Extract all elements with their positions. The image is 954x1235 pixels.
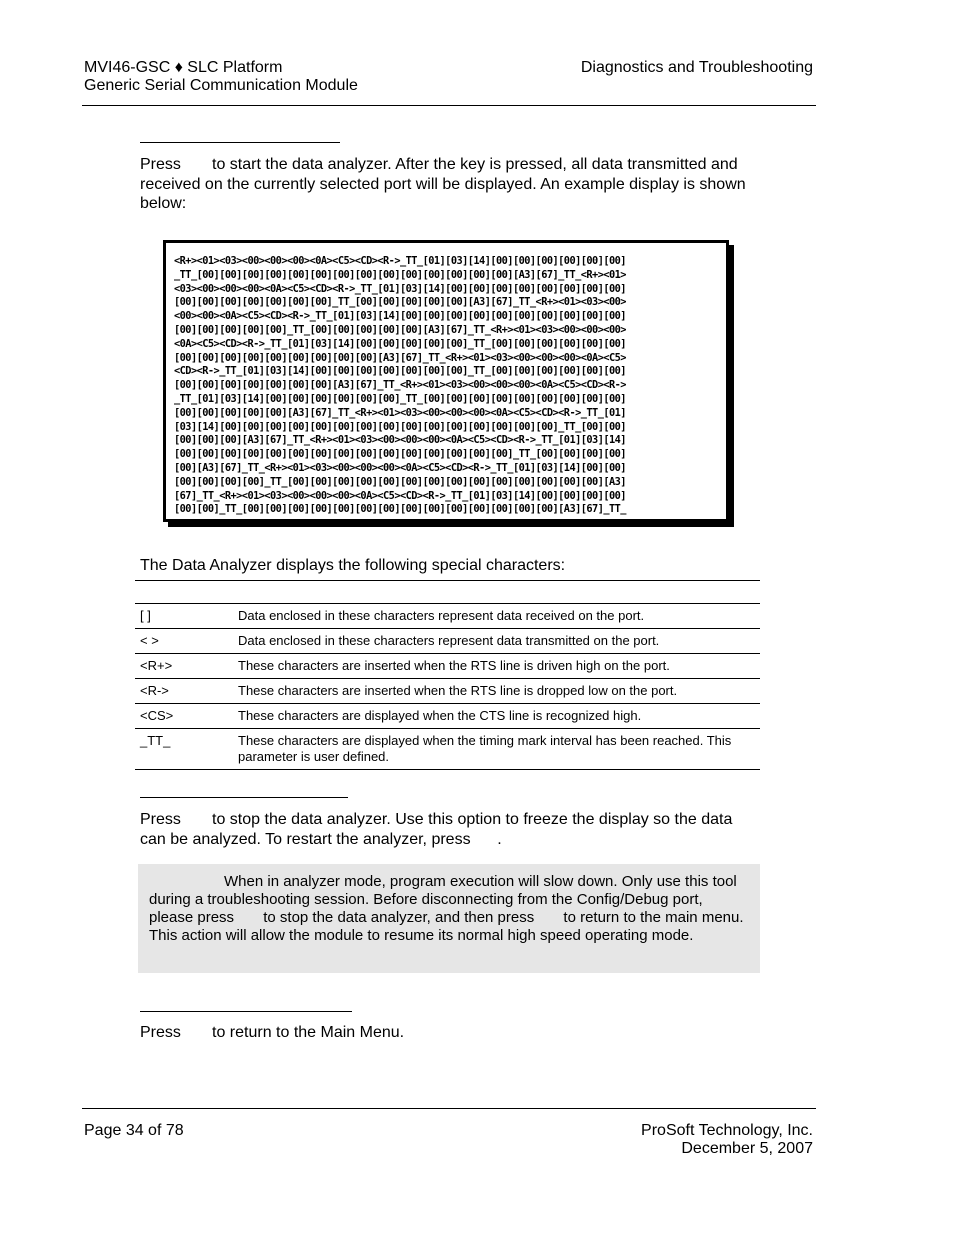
special-char-description: Data enclosed in these characters represent data received on the port. <box>233 604 760 629</box>
analyzer-line: [03][14][00][00][00][00][00][00][00][00][00][00][00][00][00][00][00]_TT_[00][00] <box>174 420 626 433</box>
table-row <box>135 629 760 654</box>
analyzer-line: <0A><C5><CD><R->_TT_[01][03][14][00][00][00][00][00]_TT_[00][00][00][00][00][00] <box>174 337 626 350</box>
note-text: When in analyzer mode, program execution will slow down. Only use this tool during a troubleshooting session. Before disconnecting from the Config/Debug port, please press to stop the data analyzer, and then press to return to the main menu. This action will allow the module to resume its normal high speed operating mode. <box>149 873 748 944</box>
table-row <box>135 654 760 679</box>
analyzer-line: [00][00][00][00]_TT_[00][00][00][00][00][00][00][00][00][00][00][00][00][00][A3] <box>174 475 626 488</box>
footer-divider <box>82 1108 816 1109</box>
table-row <box>135 604 760 629</box>
header-section-title: Diagnostics and Troubleshooting <box>580 59 813 76</box>
special-char-description: These characters are inserted when the RTS line is dropped low on the port. <box>233 679 760 704</box>
special-char-symbol: <CS> <box>135 704 233 729</box>
table-top-rule <box>135 580 760 581</box>
data-analyzer-output <box>174 255 626 517</box>
note-box <box>138 864 760 973</box>
analyzer-line: <00><00><0A><C5><CD><R->_TT_[01][03][14][00][00][00][00][00][00][00][00][00][00] <box>174 310 626 323</box>
analyzer-line: <03><00><00><00><0A><C5><CD><R->_TT_[01][03][14][00][00][00][00][00][00][00][00] <box>174 282 626 295</box>
special-char-symbol: <R-> <box>135 679 233 704</box>
header-divider <box>82 105 816 106</box>
special-char-description: Data enclosed in these characters represent data transmitted on the port. <box>233 629 760 654</box>
special-char-description: These characters are displayed when the timing mark interval has been reached. This parameter is user defined. <box>233 729 760 770</box>
footer-date: December 5, 2007 <box>681 1140 813 1157</box>
section-heading-rule-return-main-menu <box>140 1011 352 1012</box>
table-row <box>135 679 760 704</box>
analyzer-line: [00][00][00][00][00][00][00][A3][67]_TT_<R+><01><03><00><00><00><0A><C5><CD><R-> <box>174 379 626 392</box>
analyzer-line: [00][00][00][A3][67]_TT_<R+><01><03><00><00><00><0A><C5><CD><R->_TT_[01][03][14] <box>174 434 626 447</box>
analyzer-line: <R+><01><03><00><00><00><0A><C5><CD><R->_TT_[01][03][14][00][00][00][00][00][00] <box>174 255 626 267</box>
special-characters-table <box>135 603 760 770</box>
analyzer-line: [67]_TT_<R+><01><03><00><00><00><0A><C5><CD><R->_TT_[01][03][14][00][00][00][00] <box>174 489 626 502</box>
analyzer-line: _TT_[00][00][00][00][00][00][00][00][00][00][00][00][00][00][A3][67]_TT_<R+><01> <box>174 268 626 281</box>
footer-page-number: Page 34 of 78 <box>84 1122 184 1139</box>
table-row <box>135 704 760 729</box>
analyzer-line: [00][A3][67]_TT_<R+><01><03><00><00><00><0A><C5><CD><R->_TT_[01][03][14][00][00] <box>174 461 626 474</box>
analyzer-line: [00][00]_TT_[00][00][00][00][00][00][00][00][00][00][00][00][00][00][A3][67]_TT_ <box>174 503 626 516</box>
return-main-menu-paragraph: Press to return to the Main Menu. <box>140 1024 405 1041</box>
analyzer-line: [00][00][00][00][00][00][00][00][00][00][00][00][00][00][00]_TT_[00][00][00][00] <box>174 448 626 461</box>
section-heading-rule-stop-analyzer <box>140 797 348 798</box>
footer-company: ProSoft Technology, Inc. <box>641 1122 813 1139</box>
analyzer-line: [00][00][00][00][00]_TT_[00][00][00][00][00][A3][67]_TT_<R+><01><03><00><00><00> <box>174 323 626 336</box>
start-analyzer-paragraph: Press to start the data analyzer. After the key is pressed, all data transmitted and received on the currently selected port will be displayed. An example display is shown below: <box>140 156 751 212</box>
analyzer-line: [00][00][00][00][00][00][00]_TT_[00][00][00][00][00][A3][67]_TT_<R+><01><03><00> <box>174 296 626 309</box>
data-analyzer-screen <box>163 240 729 522</box>
analyzer-line: _TT_[01][03][14][00][00][00][00][00][00]_TT_[00][00][00][00][00][00][00][00][00] <box>174 392 626 405</box>
stop-analyzer-paragraph: Press to stop the data analyzer. Use this option to freeze the display so the data can be analyzed. To restart the analyzer, press . <box>140 811 737 848</box>
section-heading-rule-start-analyzer <box>140 142 340 143</box>
special-char-description: These characters are displayed when the CTS line is recognized high. <box>233 704 760 729</box>
header-module-name: Generic Serial Communication Module <box>84 77 358 94</box>
special-char-symbol: < > <box>135 629 233 654</box>
analyzer-line: [00][00][00][00][00][A3][67]_TT_<R+><01><03><00><00><00><0A><C5><CD><R->_TT_[01] <box>174 406 626 419</box>
table-row <box>135 729 760 770</box>
special-char-symbol: <R+> <box>135 654 233 679</box>
header-product-title: MVI46-GSC ♦ SLC Platform <box>84 59 283 76</box>
special-char-symbol: _TT_ <box>135 729 233 770</box>
analyzer-line: <CD><R->_TT_[01][03][14][00][00][00][00][00][00][00]_TT_[00][00][00][00][00][00] <box>174 365 626 378</box>
analyzer-line: [00][00][00][00][00][00][00][00][00][A3][67]_TT_<R+><01><03><00><00><00><0A><C5> <box>174 351 626 364</box>
special-char-description: These characters are inserted when the RTS line is driven high on the port. <box>233 654 760 679</box>
special-chars-intro: The Data Analyzer displays the following special characters: <box>140 557 566 574</box>
special-char-symbol: [ ] <box>135 604 233 629</box>
